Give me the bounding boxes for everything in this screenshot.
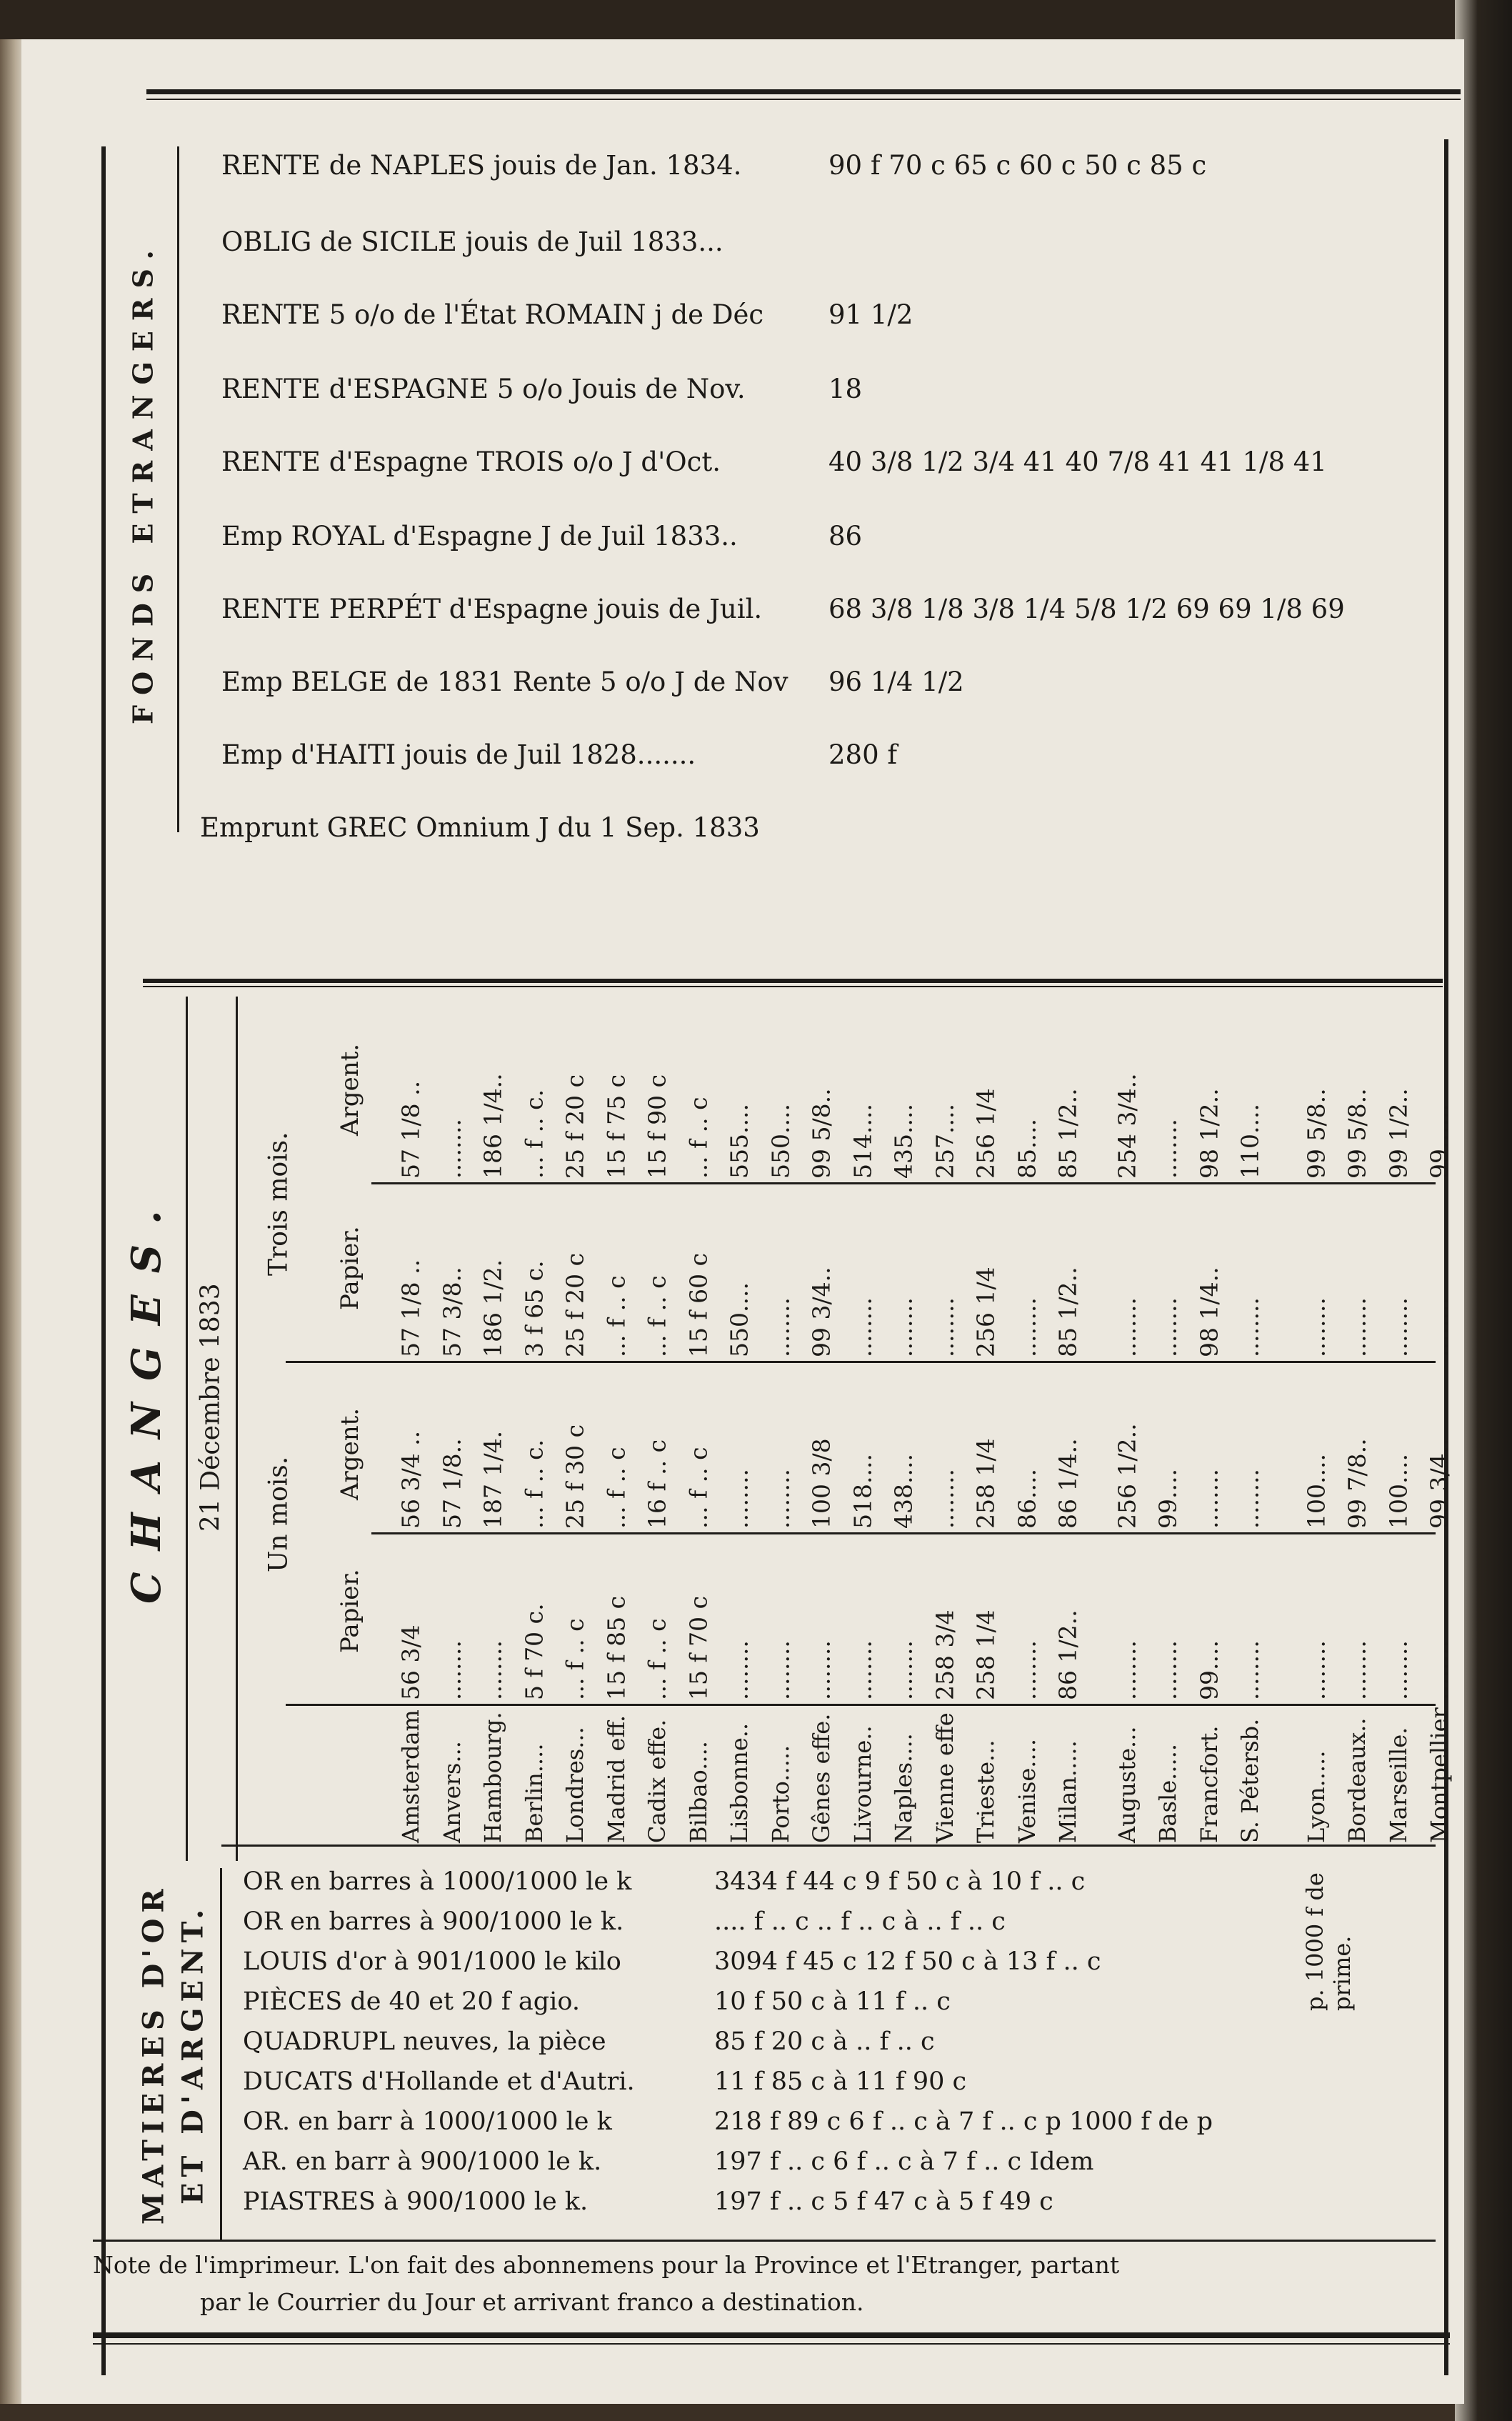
- fonds-value: 86: [828, 520, 863, 551]
- trois-papier-cell: 3 f 65 c.: [520, 1260, 548, 1357]
- fonds-value: 40 3/8 1/2 3/4 41 40 7/8 41 41 1/8 41: [828, 446, 1327, 477]
- trois-papier-cell: 85 1/2..: [1053, 1267, 1082, 1357]
- matieres-row: [243, 2025, 935, 2059]
- un-argent-cell: 100....: [1302, 1454, 1330, 1529]
- argent-header-trois: Argent.: [336, 1043, 364, 1136]
- trois-mois-header: Trois mois.: [264, 1132, 294, 1276]
- trois-argent-cell: 98 1/2..: [1195, 1088, 1223, 1179]
- trois-argent-cell: ........: [1153, 1119, 1182, 1179]
- fonds-row: [221, 660, 964, 703]
- trois-papier-cell: ........: [931, 1297, 958, 1357]
- matieres-value: 197 f .. c 5 f 47 c à 5 f 49 c: [714, 2187, 1053, 2216]
- matieres-label: QUADRUPL neuves, la pièce: [243, 2027, 606, 2056]
- fonds-value: 280 f: [828, 739, 898, 770]
- trois-argent-cell: 256 1/4: [971, 1088, 1000, 1179]
- fonds-label: Emp d'HAITI jouis de Juil 1828.......: [221, 739, 696, 770]
- trois-argent-cell: 254 3/4..: [1113, 1073, 1141, 1179]
- left-rule: [101, 146, 106, 2375]
- trois-papier-cell: 25 f 20 c: [561, 1252, 589, 1357]
- place-cell: Berlin....: [520, 1743, 548, 1843]
- place-cell: Vienne effe: [931, 1712, 958, 1843]
- fonds-label: RENTE PERPÉT d'Espagne jouis de Juil.: [221, 593, 763, 624]
- un-argent-cell: 57 1/8..: [438, 1438, 466, 1529]
- trois-argent-cell: 15 f 90 c: [643, 1074, 671, 1179]
- place-cell: Madrid eff.: [602, 1714, 630, 1843]
- place-cell: Porto.....: [766, 1744, 794, 1843]
- background-top: [0, 0, 1512, 39]
- trois-papier-cell: ........: [1384, 1297, 1412, 1357]
- argent-header-un: Argent.: [336, 1407, 364, 1500]
- trois-argent-cell: 85....: [1013, 1119, 1041, 1179]
- fonds-label: Emp BELGE de 1831 Rente 5 o/o J de Nov: [221, 666, 788, 697]
- matieres-title-1: MATIERES D'OR: [136, 1883, 171, 2225]
- place-cell: Bordeaux..: [1343, 1717, 1371, 1843]
- un-papier-cell: 15 f 85 c: [602, 1595, 630, 1700]
- top-rule-thin: [146, 99, 1461, 100]
- un-papier-cell: ........: [848, 1640, 876, 1700]
- trois-papier-cell: ........: [1343, 1297, 1371, 1357]
- place-cell: S. Pétersb.: [1236, 1718, 1263, 1843]
- un-papier-cell: ........: [438, 1640, 466, 1700]
- papier-header-un: Papier.: [336, 1569, 364, 1653]
- matieres-label: PIÈCES de 40 et 20 f agio.: [243, 1987, 580, 2016]
- un-argent-cell: 99....: [1153, 1469, 1182, 1529]
- trois-papier-cell: ........: [1425, 1297, 1453, 1357]
- un-argent-cell: ... f .. c: [602, 1447, 630, 1529]
- un-papier-cell: ........: [1013, 1640, 1041, 1700]
- prime-note: p. 1000 f de prime.: [1301, 1872, 1356, 2011]
- matieres-label: LOUIS d'or à 901/1000 le kilo: [243, 1947, 621, 1976]
- changes-date: 21 Décembre 1833: [196, 1283, 226, 1532]
- place-cell: Montpellier: [1426, 1707, 1453, 1843]
- fonds-row: [221, 514, 862, 557]
- page: [21, 39, 1464, 2404]
- un-argent-cell: ........: [931, 1469, 958, 1529]
- trois-argent-cell: 550....: [766, 1104, 794, 1179]
- un-papier-cell: 258 1/4: [971, 1609, 1000, 1700]
- place-cell: Cadix effe.: [644, 1719, 671, 1843]
- un-argent-cell: 99 3/4..: [1425, 1438, 1453, 1529]
- trois-papier-cell: ........: [848, 1297, 876, 1357]
- un-argent-cell: 100 3/8: [807, 1438, 836, 1529]
- rule-un-argent: [371, 1532, 1436, 1534]
- un-papier-cell: ........: [807, 1640, 836, 1700]
- trois-argent-cell: 110....: [1236, 1104, 1264, 1179]
- un-papier-cell: ........: [1153, 1640, 1182, 1700]
- fonds-row: [221, 220, 828, 263]
- matieres-value: 218 f 89 c 6 f .. c à 7 f .. c p 1000 f de p: [714, 2107, 1213, 2136]
- trois-argent-cell: 99......: [1425, 1104, 1453, 1179]
- un-papier-cell: ........: [766, 1640, 794, 1700]
- trois-argent-cell: 435....: [889, 1104, 918, 1179]
- trois-argent-cell: 15 f 75 c: [602, 1074, 630, 1179]
- un-argent-cell: ........: [1195, 1469, 1223, 1529]
- un-papier-cell: 15 f 70 c: [684, 1595, 712, 1700]
- matieres-row: [243, 2105, 1213, 2139]
- matieres-label: OR en barres à 900/1000 le k.: [243, 1907, 624, 1936]
- place-cell: Francfort.: [1195, 1725, 1223, 1843]
- un-argent-cell: 86 1/4..: [1053, 1438, 1082, 1529]
- trois-argent-cell: 514....: [848, 1104, 876, 1179]
- matieres-label: OR. en barr à 1000/1000 le k: [243, 2107, 612, 2136]
- un-papier-cell: ........: [1113, 1640, 1141, 1700]
- un-argent-cell: ... f .. c.: [520, 1439, 548, 1529]
- changes-top-rule: [143, 979, 1443, 983]
- fonds-label: Emp ROYAL d'Espagne J de Juil 1833..: [221, 520, 738, 551]
- matieres-value: 10 f 50 c à 11 f .. c: [714, 1987, 951, 2016]
- fonds-value: 18: [828, 373, 863, 404]
- place-cell: Basle.....: [1154, 1743, 1181, 1843]
- fonds-row: [221, 440, 1327, 483]
- place-cell: Londres...: [561, 1727, 589, 1843]
- changes-col-rule: [236, 997, 238, 1861]
- un-argent-cell: ........: [725, 1469, 754, 1529]
- trois-papier-cell: ........: [1013, 1297, 1041, 1357]
- changes-top-rule-thin: [143, 986, 1443, 987]
- matieres-title-2: ET D'ARGENT.: [176, 1903, 210, 2205]
- fonds-label: RENTE d'Espagne TROIS o/o J d'Oct.: [221, 446, 721, 477]
- note-line-1: Note de l'imprimeur. L'on fait des abonnemens pour la Province et l'Etranger, partant: [93, 2251, 1120, 2279]
- place-cell: Bilbao....: [684, 1741, 712, 1843]
- un-argent-cell: 56 3/4 ..: [396, 1430, 425, 1529]
- fonds-label: OBLIG de SICILE jouis de Juil 1833...: [221, 226, 724, 257]
- un-argent-cell: 16 f .. c: [643, 1439, 671, 1529]
- un-argent-cell: 100....: [1384, 1454, 1412, 1529]
- un-papier-cell: ........: [1302, 1640, 1330, 1700]
- bottom-rule: [93, 2332, 1450, 2338]
- place-cell: Livourne..: [848, 1725, 876, 1843]
- fonds-value: 68 3/8 1/8 3/8 1/4 5/8 1/2 69 69 1/8 69: [828, 593, 1345, 624]
- place-cell: Lisbonne..: [726, 1722, 753, 1843]
- fonds-label: RENTE d'ESPAGNE 5 o/o Jouis de Nov.: [221, 373, 746, 404]
- place-cell: Auguste...: [1113, 1726, 1141, 1843]
- trois-argent-cell: 99 5/8..: [807, 1088, 836, 1179]
- fonds-label: RENTE 5 o/o de l'État ROMAIN j de Déc: [221, 299, 764, 330]
- place-cell: Gênes effe.: [808, 1713, 835, 1843]
- trois-papier-cell: ........: [1302, 1297, 1330, 1357]
- place-cell: Marseille.: [1384, 1727, 1412, 1843]
- un-argent-cell: 187 1/4.: [479, 1430, 507, 1529]
- place-cell: Amsterdam: [397, 1709, 424, 1843]
- place-cell: Lyon.....: [1302, 1750, 1330, 1843]
- un-papier-cell: ........: [1425, 1640, 1453, 1700]
- matieres-row: [243, 1865, 1085, 1899]
- trois-papier-cell: 550....: [725, 1282, 754, 1357]
- trois-argent-cell: 25 f 20 c: [561, 1074, 589, 1179]
- matieres-row: [243, 1985, 951, 2019]
- matieres-label: DUCATS d'Hollande et d'Autri.: [243, 2067, 635, 2096]
- un-argent-cell: 256 1/2..: [1113, 1423, 1141, 1529]
- un-papier-cell: ... f .. c: [643, 1618, 671, 1700]
- un-argent-cell: ........: [766, 1469, 794, 1529]
- trois-papier-cell: ........: [1113, 1297, 1141, 1357]
- un-papier-cell: ........: [479, 1640, 507, 1700]
- matieres-value: 3434 f 44 c 9 f 50 c à 10 f .. c: [714, 1867, 1086, 1896]
- matieres-row: [243, 1945, 1101, 1979]
- un-papier-cell: ........: [725, 1640, 754, 1700]
- trois-argent-cell: 257....: [931, 1104, 958, 1179]
- un-argent-cell: 25 f 30 c: [561, 1424, 589, 1529]
- rule-trois-un: [286, 1361, 1436, 1363]
- fonds-label: RENTE de NAPLES jouis de Jan. 1834.: [221, 149, 742, 181]
- place-cell: Naples....: [890, 1733, 917, 1843]
- un-argent-cell: 99 7/8..: [1343, 1438, 1371, 1529]
- fonds-divider: [177, 146, 179, 832]
- un-mois-header: Un mois.: [264, 1456, 294, 1573]
- un-argent-cell: ... f .. c: [684, 1447, 712, 1529]
- matieres-row: [243, 2145, 1093, 2179]
- trois-argent-cell: ... f .. c: [684, 1097, 712, 1179]
- fonds-row: [221, 367, 862, 410]
- place-cell: Trieste...: [972, 1739, 999, 1843]
- trois-papier-cell: ........: [889, 1297, 918, 1357]
- place-cell: Hambourg.: [479, 1712, 506, 1843]
- trois-argent-cell: 99 5/8..: [1302, 1088, 1330, 1179]
- matieres-label: OR en barres à 1000/1000 le k: [243, 1867, 632, 1896]
- top-rule: [146, 89, 1461, 94]
- un-papier-cell: 56 3/4: [396, 1624, 425, 1700]
- trois-argent-cell: 555....: [725, 1104, 754, 1179]
- matieres-row: [243, 2185, 1053, 2219]
- matieres-value: 197 f .. c 6 f .. c à 7 f .. c Idem: [714, 2147, 1094, 2176]
- matieres-value: 11 f 85 c à 11 f 90 c: [714, 2067, 967, 2096]
- note-rule: [93, 2240, 1436, 2242]
- fonds-row: [221, 293, 913, 336]
- trois-argent-cell: ........: [438, 1119, 466, 1179]
- trois-papier-cell: ........: [766, 1297, 794, 1357]
- trois-argent-cell: 85 1/2..: [1053, 1088, 1082, 1179]
- un-papier-cell: ........: [1384, 1640, 1412, 1700]
- fonds-label: Emprunt GREC Omnium J du 1 Sep. 1833: [200, 812, 760, 843]
- un-papier-cell: 258 3/4: [931, 1609, 958, 1700]
- matieres-divider: [220, 1868, 222, 2240]
- matieres-label: AR. en barr à 900/1000 le k.: [243, 2147, 602, 2176]
- trois-argent-cell: ... f .. c.: [520, 1089, 548, 1179]
- un-papier-cell: ........: [1236, 1640, 1264, 1700]
- changes-title: CHANGES.: [123, 1189, 170, 1604]
- trois-papier-cell: ........: [1153, 1297, 1182, 1357]
- trois-argent-cell: 99 5/8..: [1343, 1088, 1371, 1179]
- papier-header-trois: Papier.: [336, 1226, 364, 1310]
- trois-papier-cell: 57 3/8..: [438, 1267, 466, 1357]
- bottom-rule-thin: [93, 2343, 1450, 2345]
- place-cell: Milan.....: [1054, 1740, 1081, 1843]
- fonds-row: [200, 806, 807, 849]
- un-argent-cell: ........: [1236, 1469, 1264, 1529]
- un-papier-cell: 5 f 70 c.: [520, 1603, 548, 1700]
- matieres-label: PIASTRES à 900/1000 le k.: [243, 2187, 589, 2216]
- changes-col-rule: [186, 997, 188, 1861]
- trois-papier-cell: ........: [1236, 1297, 1264, 1357]
- trois-papier-cell: 98 1/4..: [1195, 1267, 1223, 1357]
- un-papier-cell: 86 1/2..: [1053, 1609, 1082, 1700]
- matieres-value: .... f .. c .. f .. c à .. f .. c: [714, 1907, 1006, 1936]
- fonds-title: FONDS ETRANGERS.: [126, 240, 159, 724]
- un-papier-cell: ........: [1343, 1640, 1371, 1700]
- place-cell: Venise....: [1013, 1739, 1041, 1843]
- trois-papier-cell: 57 1/8 ..: [396, 1259, 425, 1357]
- un-argent-cell: 518....: [848, 1454, 876, 1529]
- place-cell: Anvers...: [438, 1741, 466, 1843]
- trois-argent-cell: 57 1/8 ..: [396, 1080, 425, 1179]
- rule-places: [286, 1704, 1436, 1706]
- trois-papier-cell: ... f .. c: [643, 1275, 671, 1357]
- trois-papier-cell: ... f .. c: [602, 1275, 630, 1357]
- un-argent-cell: 258 1/4: [971, 1438, 1000, 1529]
- trois-argent-cell: 186 1/4..: [479, 1073, 507, 1179]
- matieres-value: 3094 f 45 c 12 f 50 c à 13 f .. c: [714, 1947, 1101, 1976]
- fonds-row: [221, 733, 897, 776]
- un-papier-cell: ... f .. c: [561, 1618, 589, 1700]
- trois-argent-cell: 99 1/2..: [1384, 1088, 1412, 1179]
- matieres-row: [243, 2065, 966, 2099]
- fonds-value: 91 1/2: [828, 299, 913, 330]
- un-argent-cell: 438....: [889, 1454, 918, 1529]
- un-papier-cell: 99....: [1195, 1640, 1223, 1700]
- fonds-row: [221, 587, 1345, 630]
- un-argent-cell: 86....: [1013, 1469, 1041, 1529]
- matieres-top-rule: [221, 1845, 1436, 1847]
- matieres-row: [243, 1905, 1006, 1939]
- printer-note: [93, 2247, 1436, 2321]
- trois-papier-cell: 186 1/2.: [479, 1259, 507, 1357]
- trois-papier-cell: 99 3/4..: [807, 1267, 836, 1357]
- matieres-value: 85 f 20 c à .. f .. c: [714, 2027, 935, 2056]
- note-line-2: par le Courrier du Jour et arrivant franco a destination.: [200, 2288, 864, 2316]
- trois-papier-cell: 15 f 60 c: [684, 1252, 712, 1357]
- rule-trois-argent: [371, 1182, 1436, 1184]
- fonds-value: 96 1/4 1/2: [828, 666, 964, 697]
- trois-papier-cell: 256 1/4: [971, 1267, 1000, 1357]
- fonds-row: [221, 144, 1206, 186]
- un-papier-cell: ........: [889, 1640, 918, 1700]
- fonds-value: 90 f 70 c 65 c 60 c 50 c 85 c: [828, 149, 1207, 181]
